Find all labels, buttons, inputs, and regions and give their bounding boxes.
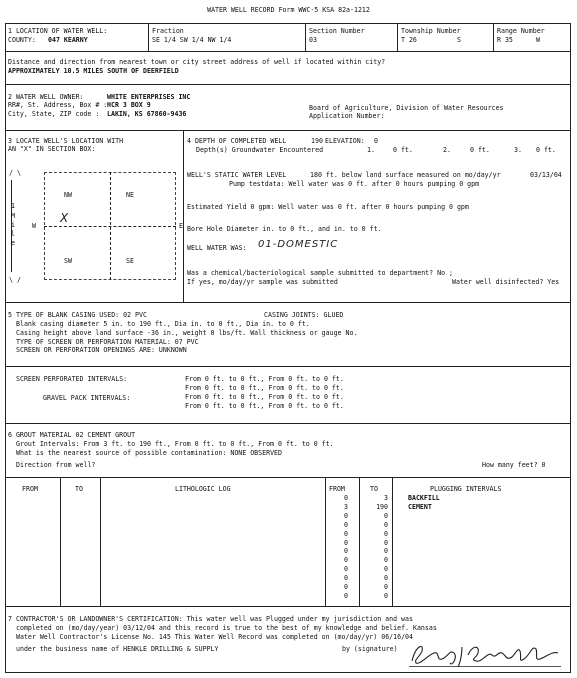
- fraction-value: SE 1/4 SW 1/4 NW 1/4: [152, 36, 232, 44]
- mile-label: M: [11, 212, 15, 220]
- interval-row: From 0 ft. to 0 ft., From 0 ft. to 0 ft.: [185, 375, 344, 383]
- well-location-mark: X: [60, 211, 70, 225]
- log-plug-from: 0: [344, 529, 348, 538]
- divider: [5, 477, 571, 478]
- contamination-source: What is the nearest source of possible contamination: NONE OBSERVED: [16, 449, 282, 457]
- log-plug-to: 190: [376, 502, 388, 511]
- casing-joints: CASING JOINTS: GLUED: [264, 311, 344, 319]
- divider: [5, 366, 571, 367]
- log-plug-from: 0: [344, 583, 348, 591]
- direction-value: APPROXIMATELY 10.5 MILES SOUTH OF DEERFIELD: [8, 67, 179, 75]
- locate-label: 3 LOCATE WELL'S LOCATION WITH: [8, 137, 124, 145]
- screen-openings: SCREEN OR PERFORATION OPENINGS ARE: UNKNOWN: [16, 346, 187, 354]
- corner-mark: \ /: [9, 276, 21, 284]
- gravel-pack-label: GRAVEL PACK INTERVALS:: [43, 394, 131, 402]
- log-plug-material: BACKFILL: [408, 494, 440, 502]
- fraction-label: Fraction: [152, 27, 184, 35]
- disinfected-value: Water well disinfected? Yes: [452, 278, 560, 286]
- bore-hole-line: Bore Hole Diameter in. to 0 ft., and in. to 0 ft.: [187, 225, 382, 233]
- pump-test-line: Pump testdata: Well water was 0 ft. after 0 hours pumping 0 gpm: [229, 180, 480, 188]
- divider: [493, 23, 494, 51]
- range-direction: W: [536, 36, 540, 44]
- log-header-from-2: FROM: [329, 485, 345, 493]
- divider: [5, 130, 571, 131]
- gw-2: 2.: [443, 146, 451, 154]
- certification-line-2: completed on (mo/day/year) 03/12/04 and this record is true to the best of my knowledge and belief. Kansas: [16, 624, 437, 632]
- county-label: COUNTY:: [8, 36, 36, 44]
- gw-3: 3.: [514, 146, 522, 154]
- e-label: E: [179, 222, 183, 230]
- divider: [305, 23, 306, 51]
- casing-diameter-line: Blank casing diameter 5 in. to 190 ft., Dia in. to 0 ft., Dia in. to 0 ft.: [16, 320, 310, 328]
- log-divider: [392, 477, 393, 606]
- log-plug-to: 0: [384, 591, 388, 600]
- static-level-date: 03/13/04: [530, 171, 562, 179]
- township-direction: S: [457, 36, 461, 44]
- grout-intervals: Grout Intervals: From 3 ft. to 190 ft., From 0 ft. to 0 ft., From 0 ft. to 0 ft.: [16, 440, 334, 448]
- application-label: Application Number:: [309, 112, 385, 120]
- township-label: Township Number: [401, 27, 461, 35]
- screen-perforated-label: SCREEN PERFORATED INTERVALS:: [16, 375, 128, 383]
- depth-value: 190: [311, 137, 323, 145]
- sw-label: SW: [64, 257, 72, 265]
- divider: [397, 23, 398, 51]
- log-plug-to: 0: [384, 547, 388, 556]
- how-many-feet: How many feet? 0: [482, 461, 546, 469]
- log-divider: [359, 477, 360, 606]
- log-plug-from: 0: [344, 574, 348, 583]
- divider: [5, 84, 571, 85]
- log-plug-to: 0: [384, 556, 388, 565]
- log-plug-to: 3: [384, 494, 388, 502]
- se-label: SE: [126, 257, 134, 265]
- section-value: 03: [309, 36, 317, 44]
- owner-label: 2 WATER WELL OWNER:: [8, 93, 84, 101]
- range-value: R 35: [497, 36, 513, 44]
- chemical-date-label: If yes, mo/day/yr sample was submitted: [187, 278, 338, 286]
- gw-2-value: 0 ft.: [470, 146, 490, 154]
- interval-row: From 0 ft. to 0 ft., From 0 ft. to 0 ft.: [185, 402, 344, 410]
- section-label: Section Number: [309, 27, 365, 35]
- city-label: City, State, ZIP code :: [8, 110, 100, 118]
- grout-material: 6 GROUT MATERIAL 02 CEMENT GROUT: [8, 431, 136, 439]
- mile-label: e: [11, 239, 15, 247]
- log-plug-from: 0: [344, 591, 348, 600]
- mile-label: 1: [11, 202, 15, 210]
- county-value: 047 KEARNY: [48, 36, 88, 44]
- signature-label: by (signature): [342, 645, 398, 653]
- gw-1-value: 0 ft.: [393, 146, 413, 154]
- mile-label: l: [11, 230, 15, 238]
- certification-line-3: Water Well Contractor's License No. 145 This Water Well Record was completed on (mo/day/yr) 06/16/04: [16, 633, 413, 641]
- log-plug-from: 0: [344, 494, 348, 502]
- chemical-question: Was a chemical/bacteriological sample submitted to department? No ;: [187, 269, 453, 277]
- direction-question: Distance and direction from nearest town or city street address of well if located within city?: [8, 58, 386, 66]
- log-plug-from: 0: [344, 538, 348, 547]
- log-plug-to: 0: [384, 520, 388, 529]
- log-plug-to: 0: [384, 529, 388, 538]
- casing-height-line: Casing height above land surface -36 in., weight 0 lbs/ft. Wall thickness or gauge No.: [16, 329, 358, 337]
- log-plug-to: 0: [384, 574, 388, 583]
- divider: [5, 302, 571, 303]
- location-label: 1 LOCATION OF WATER WELL:: [8, 27, 108, 35]
- direction-from-well: Direction from well?: [16, 461, 96, 469]
- log-divider: [100, 477, 101, 606]
- form-title: WATER WELL RECORD Form WWC-5 KSA 82a-1212: [207, 6, 370, 14]
- w-label: W: [32, 222, 36, 230]
- divider: [5, 51, 571, 52]
- corner-mark: / \: [9, 169, 21, 177]
- divider: [148, 23, 149, 51]
- static-level-value: 180 ft. below land surface measured on mo/day/yr: [310, 171, 501, 179]
- divider: [183, 130, 184, 302]
- elevation-value: 0: [374, 137, 378, 145]
- log-header-from: FROM: [22, 485, 38, 493]
- log-plug-to: 0: [384, 583, 388, 591]
- handwritten-signature: [406, 637, 562, 669]
- address-label: RR#, St. Address, Box # :: [8, 101, 108, 109]
- screen-type: TYPE OF SCREEN OR PERFORATION MATERIAL: 07 PVC: [16, 338, 199, 346]
- owner-value: WHITE ENTERPRISES INC: [107, 93, 191, 101]
- range-label: Range Number: [497, 27, 545, 35]
- nw-label: NW: [64, 191, 72, 199]
- gw-3-value: 0 ft.: [536, 146, 556, 154]
- yield-line: Estimated Yield 0 gpm: Well water was 0 ft. after 0 hours pumping 0 gpm: [187, 203, 469, 211]
- certification-line-1: 7 CONTRACTOR'S OR LANDOWNER'S CERTIFICATION: This water well was Plugged under my jurisdiction and was: [8, 615, 413, 623]
- divider: [5, 606, 571, 607]
- depth-label: 4 DEPTH OF COMPLETED WELL: [187, 137, 287, 145]
- log-plug-from: 0: [344, 511, 348, 520]
- log-plug-to: 0: [384, 538, 388, 547]
- locate-label-2: AN "X" IN SECTION BOX:: [8, 145, 96, 153]
- log-plug-to: 0: [384, 511, 388, 520]
- log-plug-from: 3: [344, 502, 348, 511]
- township-value: T 26: [401, 36, 417, 44]
- section-box-divider: [44, 226, 176, 227]
- gw-1: 1.: [367, 146, 375, 154]
- log-plug-from: 0: [344, 556, 348, 565]
- certification-line-4: under the business name of HENKLE DRILLING & SUPPLY: [16, 645, 219, 653]
- water-use-value: 01-DOMESTIC: [258, 239, 339, 250]
- log-header-to-2: TO: [370, 485, 378, 493]
- casing-type: 5 TYPE OF BLANK CASING USED: 02 PVC: [8, 311, 147, 319]
- log-plug-material: CEMENT: [408, 502, 432, 511]
- log-plug-from: 0: [344, 547, 348, 556]
- interval-row: From 0 ft. to 0 ft., From 0 ft. to 0 ft.: [185, 384, 344, 392]
- water-use-label: WELL WATER WAS:: [187, 244, 247, 252]
- city-value: LAKIN, KS 67860-9436: [107, 110, 187, 118]
- address-value: HCR 3 BOX 9: [107, 101, 151, 109]
- elevation-label: ELEVATION:: [325, 137, 365, 145]
- log-plug-from: 0: [344, 565, 348, 574]
- board-text: Board of Agriculture, Division of Water Resources: [309, 104, 504, 112]
- divider: [5, 423, 571, 424]
- ne-label: NE: [126, 191, 134, 199]
- log-header-plugging: PLUGGING INTERVALS: [430, 485, 502, 493]
- mile-label: i: [11, 221, 15, 229]
- log-plug-to: 0: [384, 565, 388, 574]
- groundwater-label: Depth(s) Groundwater Encountered: [196, 146, 324, 154]
- interval-row: From 0 ft. to 0 ft., From 0 ft. to 0 ft.: [185, 393, 344, 401]
- log-header-lithologic: LITHOLOGIC LOG: [175, 485, 231, 493]
- static-level-label: WELL'S STATIC WATER LEVEL: [187, 171, 287, 179]
- log-divider: [60, 477, 61, 606]
- log-plug-from: 0: [344, 520, 348, 529]
- log-header-to: TO: [75, 485, 83, 493]
